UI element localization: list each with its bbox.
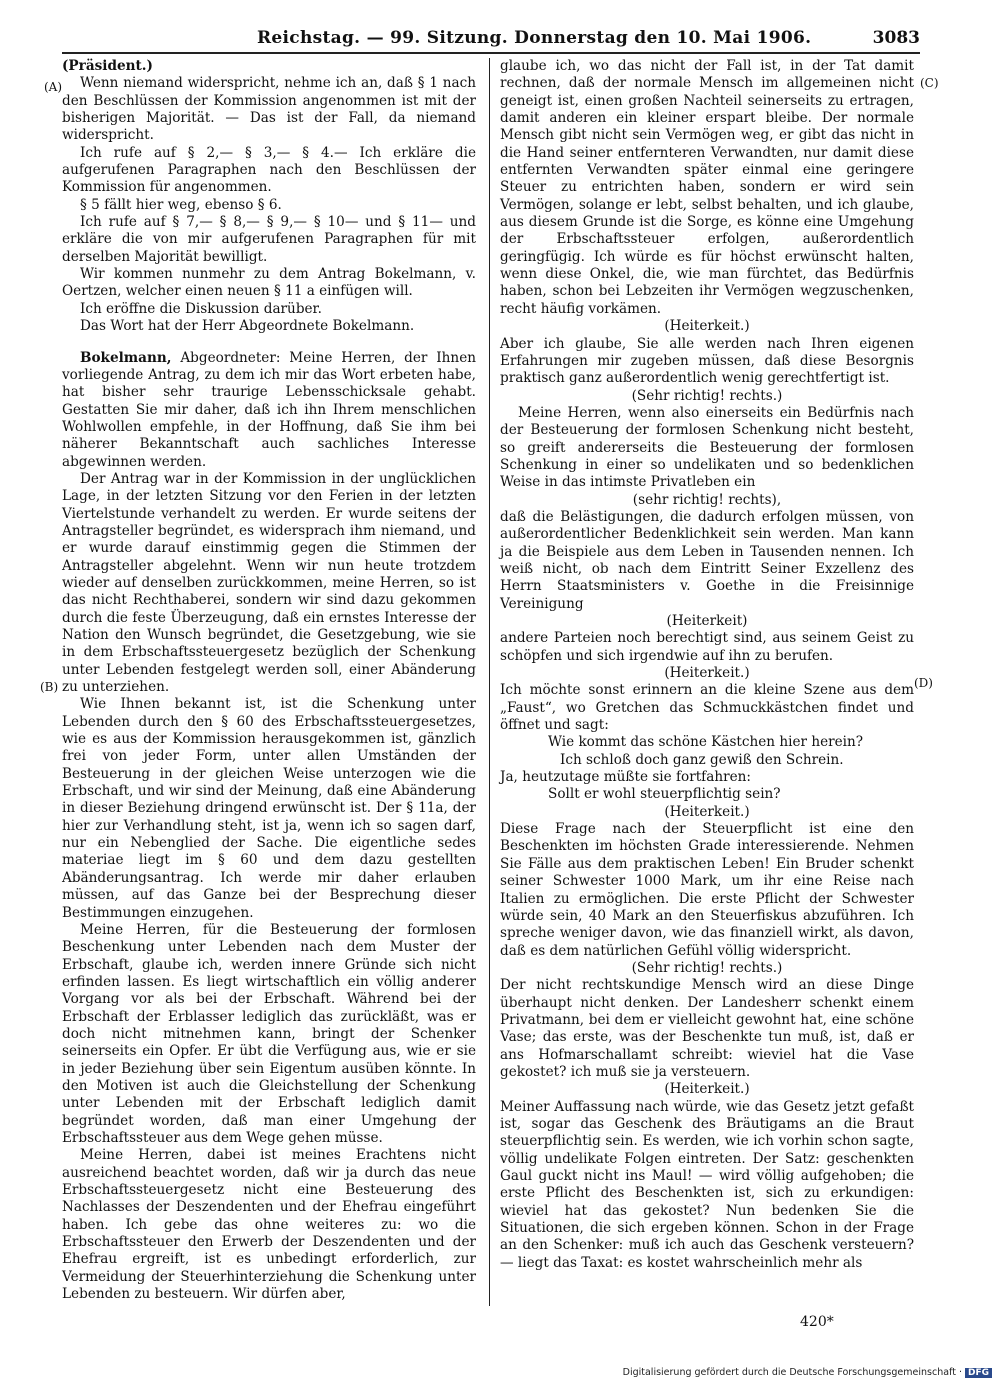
dfg-logo: DFG: [965, 1368, 992, 1378]
verse-line: Sollt er wohl steuerpflichtig sein?: [548, 786, 781, 803]
paragraph: Wie Ihnen bekannt ist, ist die Schenkung unter Lebenden durch den § 60 des Erbschaftssteuergesetzes, wie es aus der Kommission herausgekommen ist, gänzlich frei von jeder Form, unter allen Umständen der Besteuerung in der gleichen Weise unterzogen wie die Erbschaft, und wir sind der Meinung, daß eine Abänderung in dieser Beziehung dringend erwünscht ist. Der § 11a, der hier zur Verhandlung steht, ist ja, wenn ich so sagen darf, nur ein Nebenglied der Sache. Die eigentliche sedes materiae liegt im § 60 und dem dazu gestellten Abänderungsantrag. Ich werde mir daher erlauben müssen, auf das Ganze bei der Besprechung dieser Bestimmungen einzugehen.: [62, 696, 476, 921]
reaction: (Heiterkeit.): [664, 803, 750, 820]
reaction: (Heiterkeit.): [664, 1081, 750, 1098]
reaction: (Sehr richtig! rechts.): [631, 387, 783, 404]
speech-text: Abgeordneter: Meine Herren, der Ihnen vorliegende Antrag, zu dem ich mir das Wort erbeten habe, hat bisher sehr traurige Lebensschicksale gehabt. Gestatten Sie mir daher, daß ich ihn Ihrem menschlichen Wohlwollen empfehle, in der Hoffnung, daß Sie ihm bei näherer Bekanntschaft auch sachliches Interesse abgewinnen werden.: [62, 349, 476, 470]
paragraph: § 5 fällt hier weg, ebenso § 6.: [80, 196, 282, 213]
margin-marker-b: (B): [40, 680, 59, 694]
right-column: [500, 58, 914, 1272]
reaction: (Heiterkeit.): [664, 665, 750, 682]
credit-text: Digitalisierung gefördert durch die Deutsche Forschungsgemeinschaft ·: [622, 1367, 962, 1378]
speaker-heading: (Präsident.): [62, 58, 153, 74]
paragraph: Ja, heutzutage müßte sie fortfahren:: [500, 769, 751, 786]
page-number: 3083: [872, 28, 920, 48]
paragraph: Ich rufe auf § 2,— § 3,— § 4.— Ich erkläre die aufgerufenen Paragraphen nach den Beschlüssen der Kommission für angenommen.: [62, 144, 476, 196]
margin-marker-a: (A): [44, 80, 63, 94]
paragraph: Ich möchte sonst erinnern an die kleine Szene aus dem „Faust“, wo Gretchen das Schmuckkästchen findet und öffnet und sagt:: [500, 682, 914, 734]
paragraph: Aber ich glaube, Sie alle werden nach Ihren eigenen Erfahrungen mir zugeben müssen, daß diese Besorgnis praktisch ganz außerordentlich wenig gerechtfertigt ist.: [500, 335, 914, 387]
paragraph: Der Antrag war in der Kommission in der unglücklichen Lage, in der letzten Sitzung vor den Ferien in der letzten Viertelstunde verhandelt zu werden. Er wurde seitens der Antragsteller begründet, es widersprach ihm niemand, und er wurde darauf einstimmig gegen die Stimmen der Antragsteller abgelehnt. Wenn wir nun heute trotzdem wieder auf denselben zurückkommen, meine Herren, so ist das nicht Rechthaberei, sondern wir sind dazu gekommen durch die feste Überzeugung, daß ein ernstes Interesse der Nation den Wunsch begründet, die Gesetzgebung, wie sie in dem Erbschaftssteuergesetz bezüglich der Schenkung unter Lebenden festgelegt werden soll, einer Abänderung zu unterziehen.: [62, 470, 476, 696]
margin-marker-d: (D): [914, 676, 933, 690]
reaction: (Heiterkeit.): [664, 318, 750, 335]
paragraph: daß die Belästigungen, die dadurch erfolgen müssen, von außerordentlicher Bedenklichkeit sein werden. Man kann ja die Beispiele aus dem Leben in Tausenden nennen. Ich weiß nicht, ob nach dem Eintritt Seiner Exzellenz des Herrn Staatsministers v. Goethe in die Freisinnige Vereinigung: [500, 508, 914, 612]
speech-paragraph: [62, 350, 476, 471]
paragraph: glaube ich, wo das nicht der Fall ist, in der Tat damit rechnen, daß der normale Mensch im allgemeinen nicht geneigt ist, einen großen Nachteil seinerseits zu ertragen, damit anderen ein kleiner erspart bleibe. Der normale Mensch gibt nicht sein Vermögen weg, er gibt das nicht in die Hand seiner entfernteren Verwandten, nur damit diese entfernten Verwandten später einmal eine geringere Steuer zu entrichten haben, sondern er wird sein Vermögen, solange er lebt, selbst behalten, und ich glaube, aus diesem Grunde ist die Sorge, es könne eine Umgehung der Erbschaftssteuer erfolgen, außerordentlich geringfügig. Ich würde es für höchst erwünscht halten, wenn diese Onkel, die, wie man fürchtet, das Bedürfnis haben, schon bei Lebzeiten ihr Vermögen wegzuschenken, recht häufig vorkämen.: [500, 58, 914, 317]
paragraph: Wenn niemand widerspricht, nehme ich an, daß § 1 nach den Beschlüssen der Kommission angenommen ist mit der bisherigen Majorität. — Das ist der Fall, da niemand widerspricht.: [62, 75, 476, 144]
reaction: (Heiterkeit): [666, 613, 748, 629]
paragraph: andere Parteien noch berechtigt sind, aus seinem Geist zu schöpfen und sich irgendwie auf ihn zu berufen.: [500, 630, 914, 664]
header-title: Reichstag. — 99. Sitzung. Donnerstag den 10. Mai 1906.: [257, 28, 812, 48]
paragraph: Diese Frage nach der Steuerpflicht ist eine den Beschenkten im höchsten Grade interessierende. Nehmen Sie Fälle aus dem praktischen Leben! Ein Bruder schenkt seiner Schwester 1000 Mark, um ihr eine Reise nach Italien zu ermöglichen. Die erste Pflicht der Schwester würde sein, 40 Mark an den Steuerfiskus abzuführen. Ich spreche weniger davon, wie das finanziell wirkt, als davon, daß es dem natürlichen Gefühl völlig widerspricht.: [500, 821, 914, 959]
verse-line: Wie kommt das schöne Kästchen hier herein?: [548, 734, 864, 751]
paragraph: Ich eröffne die Diskussion darüber.: [80, 300, 322, 317]
page-header: [62, 28, 920, 50]
verse-line: Ich schloß doch ganz gewiß den Schrein.: [560, 751, 844, 768]
paragraph: Wir kommen nunmehr zu dem Antrag Bokelmann, v. Oertzen, welcher einen neuen § 11 a einfügen will.: [62, 266, 476, 300]
paragraph: Meine Herren, wenn also einerseits ein Bedürfnis nach der Besteuerung der formlosen Schenkung nicht besteht, so greift andererseits die Besteuerung der formlosen Schenkung in einer so undelikaten und so bedenklichen Weise in das intimste Privatleben ein: [500, 404, 914, 491]
paragraph: Meine Herren, für die Besteuerung der formlosen Beschenkung unter Lebenden nach dem Muster der Erbschaft, glaube ich, werden innere Gründe sich nicht erfinden lassen. Es liegt wirtschaftlich ein völlig anderer Vorgang vor als bei der Erbschaft. Während bei der Erbschaft der Erblasser lediglich das zurückläßt, was er doch nicht mitnehmen kann, bringt der Schenker seinerseits ein Opfer. Er übt die Verfügung aus, wie er sie in jeder Beziehung über sein Eigentum ausüben könnte. In den Motiven ist auch die Gleichstellung der Schenkung unter Lebenden mit der Erbschaft lediglich damit begründet worden, daß man einer Umgehung der Erbschaftssteuer aus dem Wege gehen müsse.: [62, 921, 476, 1146]
header-rule: [62, 52, 920, 54]
speaker-name: Bokelmann,: [80, 349, 172, 366]
reaction: (sehr richtig! rechts),: [632, 491, 782, 508]
digitization-credit: [623, 1367, 992, 1378]
reaction: (Sehr richtig! rechts.): [631, 959, 783, 976]
paragraph: Meiner Auffassung nach würde, wie das Gesetz jetzt gefaßt ist, sogar das Geschenk des Bräutigams an die Braut steuerpflichtig sein. Es werden, wie ich vorhin schon sagte, völlig undelikate Folgen eintreten. Der Satz: geschenkten Gaul guckt nicht ins Maul! — wird völlig aufgehoben; die erste Pflicht des Beschenkten ist, sich zu erkundigen: wieviel hat das gekostet? Nun bedenken Sie die Situationen, die sich ergeben können. Schon in der Frage an den Schenker: muß ich auch das Geschenk versteuern? — liegt das Taxat: es kostet wahrscheinlich mehr als: [500, 1098, 914, 1271]
paragraph: Meine Herren, dabei ist meines Erachtens nicht ausreichend beachtet worden, daß wir ja durch das neue Erbschaftssteuergesetz nicht eine Besteuerung des Nachlasses der Deszendenten und der Ehefrau eingeführt haben. Ich gebe das ohne weiteres zu: wo die Erbschaftssteuer den Erwerb der Deszendenten und der Ehefrau ergreift, ist es unbedingt erforderlich, zur Vermeidung der Steuerhinterziehung die Schenkung unter Lebenden zu besteuern. Wir dürfen aber,: [62, 1147, 476, 1303]
paragraph: Ich rufe auf § 7,— § 8,— § 9,— § 10— und § 11— und erkläre die von mir aufgerufenen Paragraphen für mit derselben Majorität bewilligt.: [62, 214, 476, 265]
signature-mark: 420*: [800, 1314, 834, 1330]
margin-marker-c: (C): [920, 76, 939, 90]
paragraph: Der nicht rechtskundige Mensch wird an diese Dinge überhaupt nicht denken. Der Landesherr schenkt einem Privatmann, bei dem er vielleicht gewohnt hat, eine schöne Vase; das erste, was der Beschenkte tun muß, ist, daß er ans Hofmarschallamt schreibt: wieviel hat die Vase gekostet? ich muß sie ja versteuern.: [500, 977, 914, 1080]
paragraph: Das Wort hat der Herr Abgeordnete Bokelmann.: [80, 318, 415, 335]
left-column: [62, 58, 476, 1303]
column-divider: [489, 58, 490, 1306]
